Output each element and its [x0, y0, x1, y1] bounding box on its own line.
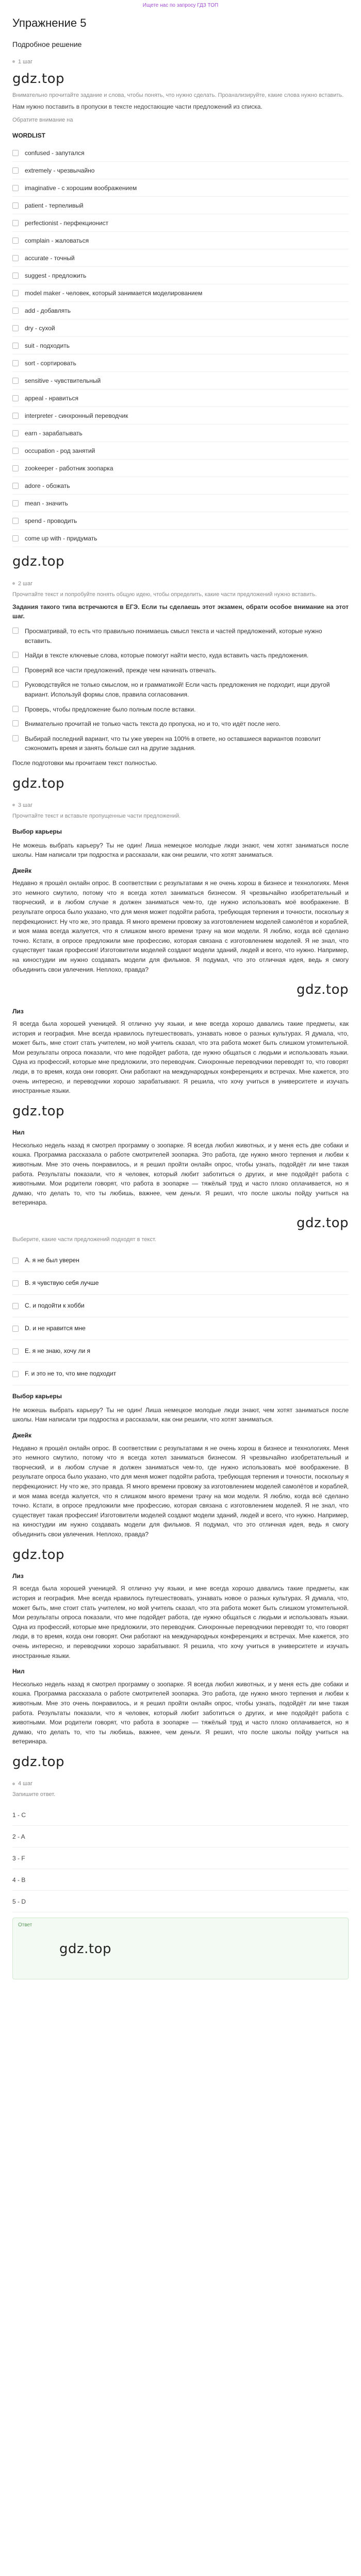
checkbox-icon — [12, 706, 19, 712]
list-item: occupation - род занятий — [12, 442, 349, 460]
list-item: 4 - B — [12, 1869, 349, 1891]
checkbox-icon — [12, 535, 19, 541]
watermark: gdz.top — [12, 775, 65, 791]
bullet-icon — [12, 60, 15, 63]
checkbox-icon — [12, 1326, 19, 1332]
list-item: confused - запутался — [12, 144, 349, 162]
step-2-label-text: 2 шаг — [18, 580, 33, 587]
checkbox-icon — [12, 325, 19, 331]
text-question: Не можешь выбрать карьеру? Ты не один! Лиша немецкое молодые люди знают, чем хотят заниматься после школы. Нам написали три подростка и рассказали, как они решили, что хотят заниматься. — [12, 841, 349, 859]
list-item: suit - подходить — [12, 337, 349, 354]
list-item: extremely - чрезвычайно — [12, 162, 349, 179]
checkbox-icon — [12, 652, 19, 658]
speaker-text: Недавно я прошёл онлайн опрос. В соответствии с результатами я не очень хорош в бизнесе и технологиях. Меня это немного смутило, потому что я всегда хотел заниматься бизнесом. Я чрезвычайно изобретательный и творческий, и в любом случае я должен заниматься чем-то, где нужно использовать моё воображение. В результате опроса было указано, что для меня может подойти работа, требующая терпения и точности, поскольку я перфекционист. Ну что же, это правда. Я много времени провожу за изготовлением моделей самолётов и кораблей, и моя мама всегда жалуется, что я слишком много времени трачу на мои модели. Я люблю, когда всё сделано точно. Кстати, в опросе предложили мне профессию, которая связана с изготовлением моделей. Я не знал, что существует такая профессия! Изготовители моделей создают модели зданий, людей и всего, что нужно. Например, на киностудии им нужно создавать модели для фильмов. Я подумал, что это отличная идея, ведь я смогу объединить свои увлечения. Неплохо, правда? — [12, 1444, 349, 1538]
list-item: D. и не нравится мне — [12, 1317, 349, 1340]
checkbox-icon — [12, 1348, 19, 1354]
list-item: accurate - точный — [12, 249, 349, 267]
bullet-icon — [12, 804, 15, 806]
watermark: gdz.top — [12, 71, 65, 87]
checkbox-icon — [12, 343, 19, 349]
checkbox-icon — [12, 483, 19, 489]
list-item: Выбирай последний вариант, что ты уже уверен на 100% в ответе, но оставшиеся вариантов позволит сэкономить время и занять больше сил на другие задания. — [12, 734, 349, 753]
step-3-hint: Прочитайте текст и вставьте пропущенные части предложений. — [12, 812, 181, 819]
checkbox-icon — [12, 518, 19, 524]
checkbox-icon — [12, 185, 19, 191]
speaker-text: Я всегда была хорошей ученицей. Я отлично учу языки, и мне всегда хорошо давались такие предметы, как история и география. Мне всегда нравилось путешествовать, узнавать новое о разных культурах. Я думала, что, может быть, мне стоит стать учителем, но мой учитель сказал, что эта работа может быть слишком утомительной. Мои результаты опроса показали, что мне подойдет работа, где нужно общаться с людьми и использовать языки. Одна из профессий, которые мне предложили, это переводчик. Синхронные переводчики переводят то, что говорят люди, в то время, когда они говорят. Они работают на международных конференциях и встречах. Мне кажется, это очень интересно, и переводчики хорошо зарабатывают. Я решила, что хочу учиться в университете и изучать иностранные языки. — [12, 1020, 349, 1095]
list-item: Руководствуйся не только смыслом, но и грамматикой! Если часть предложения не подходит, ищи другой вариант. Используй формы слов, правила согласования. — [12, 680, 349, 699]
step-2-intro: Задания такого типа встречаются в ЕГЭ. Если ты сделаешь этот экзамен, обрати особое внимание на этот шаг. — [12, 603, 349, 620]
list-item: Просматривай, то есть что правильно понимаешь смысл текста и частей предложений, которые нужно вставить. — [12, 626, 349, 646]
checkbox-icon — [12, 413, 19, 419]
checkbox-icon — [12, 681, 19, 687]
speaker-text: Несколько недель назад я смотрел программу о зоопарке. Я всегда любил животных, и у меня есть две собаки и кошка. Программа рассказала о работе смотрителей зоопарка. Это работа, где нужно много терпения и любви к животным. Мне это очень понравилось, и я решил пройти онлайн опрос, чтобы узнать, подойдёт ли мне такая работа. Результаты показали, что я человек, который любит заботиться о других, и мне подойдёт работа с животными. Мои родители говорят, что работа в зоопарке — тяжёлый труд и часто плохо оплачивается, но я думаю, что делать то, что ты любишь, важнее, чем деньги. Я решил, что после школы пойду учиться на ветеринара. — [12, 1680, 349, 1745]
checkbox-icon — [12, 1280, 19, 1286]
checkbox-icon — [12, 308, 19, 314]
bullet-icon — [12, 1783, 15, 1785]
watermark: gdz.top — [12, 1103, 65, 1119]
list-item: B. я чувствую себя лучше — [12, 1272, 349, 1295]
speaker-text: Недавно я прошёл онлайн опрос. В соответствии с результатами я не очень хорош в бизнесе и технологиях. Меня это немного смутило, потому что я всегда хотел заниматься бизнесом. Я чрезвычайно изобретательный и творческий, и в любом случае я должен заниматься чем-то, где нужно использовать моё воображение. В результате опроса было указано, что для меня может подойти работа, требующая терпения и точности, поскольку я перфекционист. Ну что же, это правда. Я много времени провожу за изготовлением моделей самолётов и кораблей, и моя мама всегда жалуется, что я слишком много времени трачу на мои модели. Я люблю, когда всё сделано точно. Кстати, в опросе предложили мне профессию, которая связана с изготовлением моделей. Я не знал, что существует такая профессия! Изготовители моделей создают модели зданий, людей и всего, что нужно. Например, на киностудии им нужно создавать модели для фильмов. Я подумал, что это отличная идея, ведь я смогу объединить свои увлечения. Неплохо, правда? — [12, 879, 349, 973]
list-item: perfectionist - перфекционист — [12, 214, 349, 232]
checkbox-icon — [12, 360, 19, 366]
list-item: dry - сухой — [12, 319, 349, 337]
checkbox-icon — [12, 290, 19, 296]
answer-label: Ответ — [18, 1922, 32, 1928]
list-item: Найди в тексте ключевые слова, которые помогут найти место, куда вставить часть предложения. — [12, 651, 349, 660]
wordlist-title: WORDLIST — [12, 131, 45, 139]
list-item: mean - значить — [12, 495, 349, 512]
list-item: complain - жаловаться — [12, 232, 349, 249]
list-item: F. и это не то, что мне подходит — [12, 1363, 349, 1385]
checkbox-icon — [12, 395, 19, 401]
watermark: gdz.top — [12, 1754, 65, 1770]
list-item: Внимательно прочитай не только часть текста до пропуска, но и то, что идёт после него. — [12, 719, 349, 729]
step-3-label-text: 3 шаг — [18, 802, 33, 808]
answers-list — [12, 1804, 349, 1912]
options-list — [12, 1249, 349, 1385]
solution-subtitle: Подробное решение — [12, 40, 82, 49]
list-item: Проверь, чтобы предложение было полным после вставки. — [12, 705, 349, 715]
list-item: earn - зарабатывать — [12, 425, 349, 442]
main-content — [12, 11, 349, 1979]
checkbox-icon — [12, 220, 19, 226]
answer-box — [12, 1918, 349, 1979]
checkbox-icon — [12, 735, 19, 741]
watermark: gdz.top — [12, 554, 65, 570]
checkbox-icon — [12, 667, 19, 673]
text-title: Выбор карьеры — [12, 827, 62, 835]
list-item: 3 - F — [12, 1848, 349, 1869]
watermark: gdz.top — [296, 982, 349, 998]
list-item: sort - сортировать — [12, 354, 349, 372]
step-1-label — [12, 58, 349, 66]
list-item: interpreter - синхронный переводчик — [12, 407, 349, 425]
step-1-label-text: 1 шаг — [18, 58, 33, 65]
watermark: gdz.top — [12, 1547, 65, 1563]
step-1-task: Нам нужно поставить в пропуски в тексте недостающие части предложений из списка. — [12, 103, 262, 111]
step-2-label — [12, 580, 349, 588]
speaker-name: Джейк — [12, 867, 31, 874]
checkbox-icon — [12, 255, 19, 261]
list-item: A. я не был уверен — [12, 1249, 349, 1272]
checkbox-icon — [12, 273, 19, 279]
list-item: zookeeper - работник зоопарка — [12, 460, 349, 477]
list-item: come up with - придумать — [12, 530, 349, 547]
list-item: patient - терпеливый — [12, 197, 349, 214]
top-banner[interactable]: Ищете нас по запросу ГДЗ ТОП — [142, 3, 219, 8]
speaker-name: Лиз — [12, 1572, 24, 1580]
step-3-label — [12, 801, 349, 810]
checkbox-icon — [12, 628, 19, 634]
checkbox-icon — [12, 378, 19, 384]
speaker-name: Лиз — [12, 1007, 24, 1015]
step-4-hint: Запишите ответ. — [12, 1791, 56, 1798]
list-item: suggest - предложить — [12, 267, 349, 284]
list-item: 2 - A — [12, 1826, 349, 1848]
watermark: gdz.top — [59, 1941, 112, 1957]
watermark: gdz.top — [296, 1215, 349, 1231]
text-question-repeat: Не можешь выбрать карьеру? Ты не один! Лиша немецкое молодые люди знают, чем хотят заниматься после школы. Нам написали три подростка и рассказали, как они решили, что хотят заниматься. — [12, 1406, 349, 1423]
wordlist-hint: Обратите внимание на — [12, 116, 73, 123]
step-4-label — [12, 1780, 349, 1788]
text-title-repeat: Выбор карьеры — [12, 1393, 62, 1400]
checkbox-icon — [12, 430, 19, 436]
list-item: appeal - нравиться — [12, 389, 349, 407]
checkbox-icon — [12, 465, 19, 471]
list-item: add - добавлять — [12, 302, 349, 319]
step-2-hint: Прочитайте текст и попробуйте понять общую идею, чтобы определить, какие части предложений нужно вставить. — [12, 591, 317, 598]
checkbox-icon — [12, 500, 19, 506]
checkbox-icon — [12, 720, 19, 726]
checkbox-icon — [12, 150, 19, 156]
list-item: model maker - человек, который занимается моделированием — [12, 284, 349, 302]
tips-list — [12, 626, 349, 753]
speaker-name: Джейк — [12, 1432, 31, 1439]
step-4-label-text: 4 шаг — [18, 1781, 33, 1787]
step-1-hint: Внимательно прочитайте задание и слова, чтобы понять, что нужно сделать. Проанализируйте, какие слова нужно вставить. — [12, 92, 344, 99]
list-item: imaginative - с хорошим воображением — [12, 179, 349, 197]
checkbox-icon — [12, 1258, 19, 1264]
list-item: E. я не знаю, хочу ли я — [12, 1340, 349, 1363]
list-item: adore - обожать — [12, 477, 349, 495]
checkbox-icon — [12, 448, 19, 454]
list-item: sensitive - чувствительный — [12, 372, 349, 389]
speaker-name: Нил — [12, 1129, 25, 1137]
options-hint: Выберите, какие части предложений подходят в текст. — [12, 1236, 156, 1243]
wordlist — [12, 144, 349, 547]
list-item: C. и подойти к хобби — [12, 1295, 349, 1317]
checkbox-icon — [12, 1371, 19, 1377]
checkbox-icon — [12, 238, 19, 244]
speaker-name: Нил — [12, 1668, 25, 1675]
page-title: Упражнение 5 — [12, 16, 87, 29]
checkbox-icon — [12, 202, 19, 209]
bullet-icon — [12, 582, 15, 585]
speaker-text: Несколько недель назад я смотрел программу о зоопарке. Я всегда любил животных, и у меня есть две собаки и кошка. Программа рассказала о работе смотрителей зоопарка. Это работа, где нужно много терпения и любви к животным. Мне это очень понравилось, и я решил пройти онлайн опрос, чтобы узнать, подойдёт ли мне такая работа. Результаты показали, что я человек, который любит заботиться о других, и мне подойдёт работа с животными. Мои родители говорят, что работа в зоопарке — тяжёлый труд и часто плохо оплачивается, но я думаю, что делать то, что ты любишь, важнее, чем деньги. Я решил, что после школы пойду учиться на ветеринара. — [12, 1141, 349, 1207]
list-item: 1 - C — [12, 1804, 349, 1826]
list-item: spend - проводить — [12, 512, 349, 530]
checkbox-icon — [12, 167, 19, 174]
speaker-text: Я всегда была хорошей ученицей. Я отлично учу языки, и мне всегда хорошо давались такие предметы, как история и география. Мне всегда нравилось путешествовать, узнавать новое о разных культурах. Я думала, что, может быть, мне стоит стать учителем, но мой учитель сказал, что эта работа может быть слишком утомительной. Мои результаты опроса показали, что мне подойдет работа, где нужно общаться с людьми и использовать языки. Одна из профессий, которые мне предложили, это переводчик. Синхронные переводчики переводят то, что говорят люди, в то время, когда они говорят. Они работают на международных конференциях и встречах. Мне кажется, это очень интересно, и переводчики хорошо зарабатывают. Я решила, что хочу учиться в университете и изучать иностранные языки. — [12, 1585, 349, 1659]
list-item: Проверяй все части предложений, прежде чем начинать отвечать. — [12, 666, 349, 675]
checkbox-icon — [12, 1303, 19, 1309]
step-2-outro: После подготовки мы прочитаем текст полностью. — [12, 759, 158, 767]
list-item: 5 - D — [12, 1891, 349, 1912]
